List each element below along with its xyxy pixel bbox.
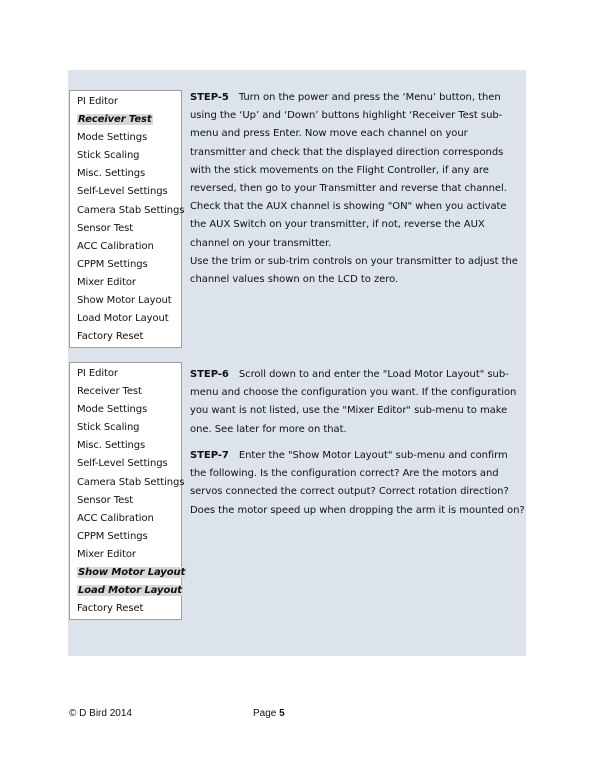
menu-item <box>77 510 181 528</box>
menu-item <box>77 202 185 220</box>
menu-item <box>77 93 181 111</box>
lcd-menu-motor-layout <box>69 362 186 620</box>
menu-item <box>77 238 181 256</box>
menu-item-label: Receiver Test <box>77 386 142 398</box>
step6-text: Scroll down to and enter the "Load Motor Layout" sub-menu and choose the configuration you want. If the configuration you want is not listed, use the "Mixer Editor" sub-menu to make one. See later for more on that. <box>190 369 517 435</box>
menu-item <box>77 292 181 310</box>
menu-item-label: CPPM Settings <box>77 258 148 270</box>
menu-item-label: Misc. Settings <box>77 440 146 452</box>
menu-item <box>77 310 181 328</box>
page-label: Page <box>253 708 277 719</box>
menu-item-label: Show Motor Layout <box>77 295 172 307</box>
menu-item-label: Mixer Editor <box>77 276 136 288</box>
menu-item <box>77 564 186 582</box>
menu-item-label: PI Editor <box>77 368 118 379</box>
menu-item-label: Camera Stab Settings <box>77 204 185 216</box>
menu-item-label: Mixer Editor <box>77 548 136 560</box>
menu-item-label: Load Motor Layout <box>77 313 169 325</box>
menu-item <box>77 455 181 473</box>
menu-item-label: PI Editor <box>77 96 118 107</box>
menu-item-label: ACC Calibration <box>77 240 154 252</box>
menu-item-label: Stick Scaling <box>77 150 140 162</box>
menu-item <box>77 437 181 455</box>
menu-item <box>77 546 181 564</box>
lcd-menu-receiver-test <box>69 90 185 348</box>
step5-text: Turn on the power and press the ‘Menu’ button, then using the ‘Up’ and ‘Down’ buttons highlight ‘Receiver Test sub-menu and press Enter. Now move each channel on your transmitter and check that the displayed direction corresponds with the stick movements on the Flight Controller, if any are reversed, then go to your Transmitter and reverse that channel. Check that the AUX channel is showing "ON" when you activate the AUX Switch on your transmitter, if not, reverse the AUX channel on your transmitter. <box>190 92 507 249</box>
menu-item-label: Mode Settings <box>77 132 148 144</box>
step7-label: STEP-7 <box>190 450 229 461</box>
page-number: 5 <box>279 708 285 719</box>
menu-item-label: ACC Calibration <box>77 512 154 524</box>
menu-item <box>77 256 181 274</box>
menu-item-label: Mode Settings <box>77 404 148 416</box>
footer-page <box>253 708 285 719</box>
menu-item-label: Sensor Test <box>77 494 134 506</box>
menu-item <box>77 147 181 165</box>
menu-item <box>77 183 181 201</box>
menu-item-label: Stick Scaling <box>77 422 140 434</box>
menu-item <box>77 383 181 401</box>
menu-item <box>77 492 181 510</box>
menu-item-label: Camera Stab Settings <box>77 476 185 488</box>
step7-text: Enter the "Show Motor Layout" sub-menu and confirm the following. Is the configuration correct? Are the motors and servos connected the correct output? Correct rotation direction? Does the motor speed up when dropping the arm it is mounted on? <box>190 450 525 516</box>
menu-item <box>77 419 181 437</box>
menu-item <box>77 165 181 183</box>
menu-item <box>77 129 181 147</box>
step5-text-2: Use the trim or sub-trim controls on your transmitter to adjust the channel values shown on the LCD to zero. <box>190 255 518 286</box>
menu-item <box>77 111 181 129</box>
menu-item <box>77 600 181 618</box>
step6-label: STEP-6 <box>190 369 229 380</box>
footer-copyright: © D Bird 2014 <box>69 708 132 719</box>
menu-item-label: Factory Reset <box>77 603 144 615</box>
step5-label: STEP-5 <box>190 92 229 103</box>
menu-item-label: Factory Reset <box>77 331 144 343</box>
menu-item-label: Sensor Test <box>77 222 134 234</box>
menu-item-label: Load Motor Layout <box>78 585 182 597</box>
step5-block <box>190 89 525 289</box>
menu-item-label: Self-Level Settings <box>77 186 168 198</box>
menu-item-label: Self-Level Settings <box>77 458 168 470</box>
menu-item <box>77 528 181 546</box>
menu-item-label: Show Motor Layout <box>78 567 186 579</box>
menu-item <box>77 365 181 383</box>
menu-item <box>77 582 181 600</box>
menu-item <box>77 328 181 346</box>
menu-item <box>77 474 185 492</box>
step7-block <box>190 447 525 520</box>
menu-item <box>77 401 181 419</box>
menu-item-label: Misc. Settings <box>77 168 146 180</box>
menu-item-label: CPPM Settings <box>77 530 148 542</box>
step6-block <box>190 366 525 439</box>
menu-item <box>77 220 181 238</box>
menu-item <box>77 274 181 292</box>
menu-item-label: Receiver Test <box>78 114 152 126</box>
